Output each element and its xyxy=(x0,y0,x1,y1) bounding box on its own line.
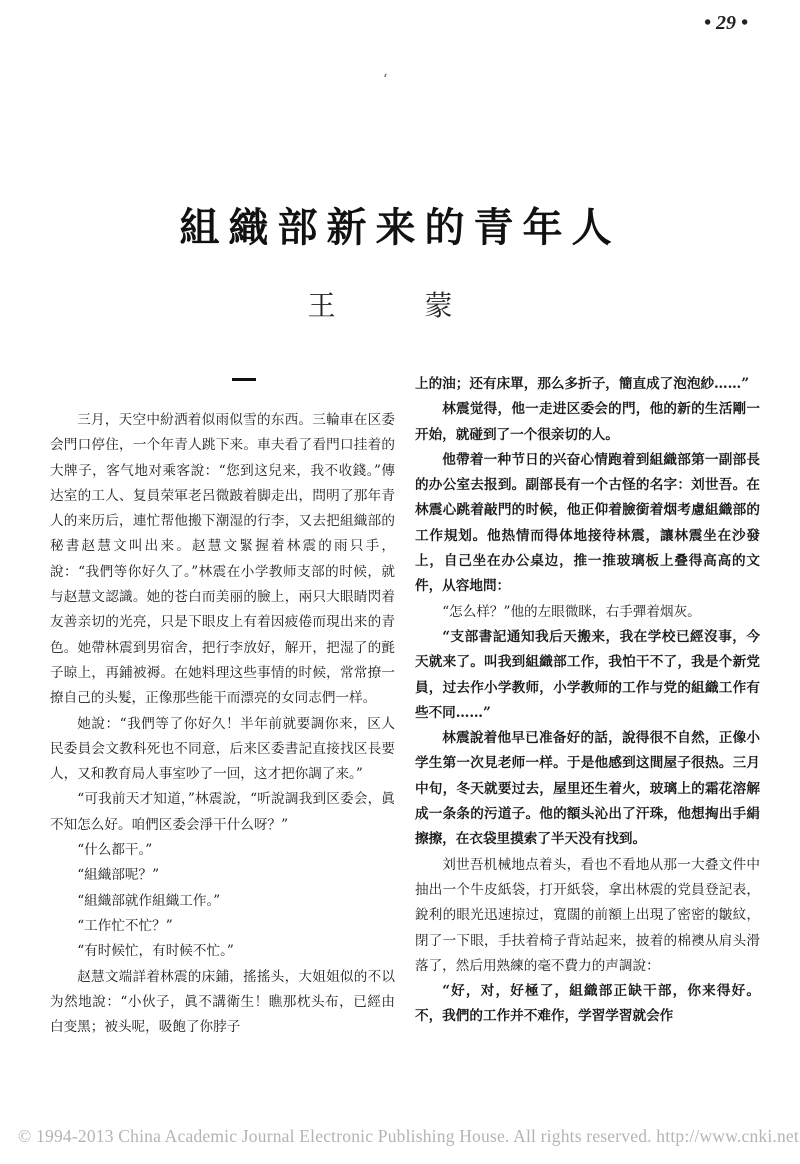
left-column xyxy=(50,408,395,1040)
article-title: 組織部新来的青年人 xyxy=(179,205,621,251)
paragraph: “組織部呢？” xyxy=(77,867,160,884)
copyright-notice: © 1994-2013 China Academic Journal Electronic Publishing House. All rights reserved. http://www.cnki.net xyxy=(18,1126,799,1146)
paragraph: “組織部就作組織工作。” xyxy=(77,892,221,909)
section-number-one xyxy=(232,378,256,381)
paragraph: “好，对，好極了，組織部正缺干部，你来得好。不，我們的工作并不难作，学習学習就会作 xyxy=(415,983,760,1025)
paragraph: “支部書記通知我后天搬来，我在学校已經沒事，今天就来了。叫我到組織部工作，我怕干不了，我是个新党員，过去作小学教师，小学教师的工作与党的組織工作有些不同……” xyxy=(415,628,760,721)
paragraph: “什么都干。” xyxy=(77,842,153,859)
paragraph: “怎么样？”他的左眼微眯，右手彈着烟灰。 xyxy=(442,603,701,620)
paragraph: 她說：“我們等了你好久！半年前就要調你来，区人民委員会文教科死也不同意，后来区委書記直接找区長要人，又和教育局人事室吵了一回，这才把你調了来。” xyxy=(50,715,395,783)
paragraph: “可我前天才知道，”林震說，“听說調我到区委会，眞不知怎么好。咱們区委会淨干什么呀？” xyxy=(50,791,395,833)
paragraph: “工作忙不忙？” xyxy=(77,917,173,934)
paragraph: 上的油；还有床單，那么多折子，簡直成了泡泡紗……” xyxy=(415,376,750,392)
paragraph: 赵慧文端詳着林震的床鋪，搖搖头，大姐姐似的不以为然地說：“小伙子，眞不講衛生！瞧那枕头布，已經由白变黑；被头呢，吸飽了你脖子 xyxy=(50,968,395,1036)
paragraph: 三月，天空中紛洒着似雨似雪的东西。三輪車在区委会門口停住，一个年青人跳下来。車夫看了看門口挂着的大牌子，客气地对乘客說：“您到这兒来，我不收錢。”傳达室的工人、复員荣軍老呂微跛着脚走出，問明了那年青人的来历后，連忙帮他搬下潮湿的行李，又去把組織部的秘書赵慧文叫出来。赵慧文緊握着林震的雨只手，說：“我們等你好久了。”林震在小学教师支部的时候，就与赵慧文認識。她的苍白而美丽的臉上，兩只大眼睛閃着友善亲切的光亮，只是下眼皮上有着因疲倦而現出来的青色。她帶林震到男宿舍，把行李放好，解开，把湿了的氈子晾上，再鋪被褥。在她料理这些事情的时候，常常撩一撩自己的头髮，正像那些能干而漂亮的女同志們一样。 xyxy=(50,412,395,707)
page-number: • 29 • xyxy=(703,12,748,34)
right-column xyxy=(415,372,760,1030)
paragraph: 林震觉得，他一走进区委会的門，他的新的生活剛一开始，就碰到了一个很亲切的人。 xyxy=(415,401,760,443)
paragraph: 刘世吾机械地点着头，看也不看地从那一大叠文件中抽出一个牛皮紙袋，打开紙袋，拿出林震的党員登記表，銳利的眼光迅速掠过，寬闊的前額上出現了密密的皺紋，閉了一下眼，手扶着椅子背站起来，披着的棉襖从肩头滑落了，然后用熟練的毫不費力的声調說： xyxy=(415,856,760,974)
paragraph: “有时候忙，有时候不忙。” xyxy=(77,943,234,960)
paragraph: 他帶着一种节日的兴奋心情跑着到組織部第一副部長的办公室去报到。副部長有一个古怪的名字：刘世吾。在林震心跳着敲門的时候，他正仰着臉銜着烟考慮組織部的工作規划。他热情而得体地接待林震，讓林震坐在沙發上，自己坐在办公桌边，推一推玻璃板上叠得高高的文件，从容地問： xyxy=(415,451,760,595)
author-name: 王 蒙 xyxy=(307,289,493,322)
stray-mark: ‘ xyxy=(383,72,388,88)
paragraph: 林震說着他早已准备好的話，說得很不自然，正像小学生第一次見老师一样。于是他感到这間屋子很热。三月中旬，冬天就要过去，屋里还生着火，玻璃上的霜花溶解成一条条的污道子。他的額头沁出了汗珠，他想掏出手絹擦擦，在衣袋里摸索了半天没有找到。 xyxy=(415,730,760,848)
